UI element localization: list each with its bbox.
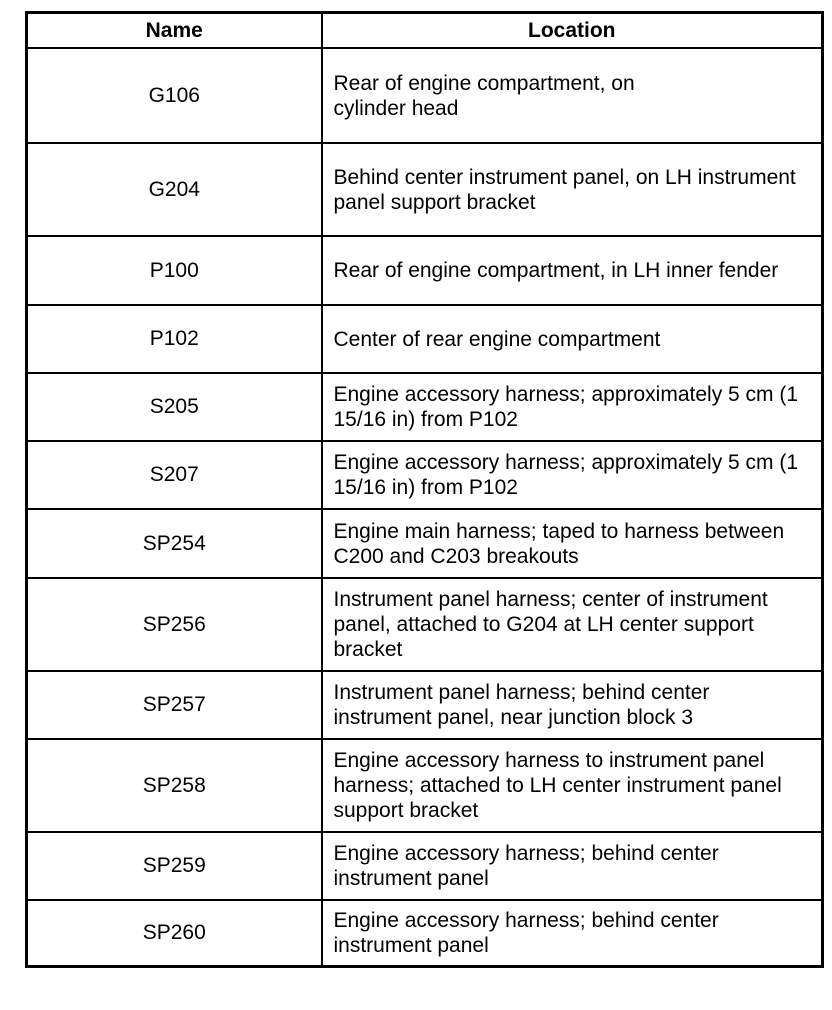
- row-name: SP254: [27, 509, 322, 578]
- row-name: SP256: [27, 578, 322, 671]
- row-name: P100: [27, 236, 322, 305]
- table-row: [27, 739, 823, 832]
- row-name: S207: [27, 441, 322, 509]
- row-name: SP259: [27, 832, 322, 900]
- row-location: Center of rear engine compartment: [322, 305, 823, 373]
- row-location: Engine accessory harness; behind center instrument panel: [322, 832, 823, 900]
- row-name: SP258: [27, 739, 322, 832]
- row-location: Instrument panel harness; behind center instrument panel, near junction block 3: [322, 671, 823, 739]
- row-location: Engine accessory harness; approximately 5 cm (1 15/16 in) from P102: [322, 373, 823, 441]
- row-location: Rear of engine compartment, on cylinder head: [322, 48, 823, 143]
- table-row: [27, 373, 823, 441]
- name-column-header: Name: [27, 13, 322, 49]
- row-name: SP260: [27, 900, 322, 966]
- table-row: [27, 832, 823, 900]
- row-location: Rear of engine compartment, in LH inner fender: [322, 236, 823, 305]
- row-name: P102: [27, 305, 322, 373]
- table-row: [27, 578, 823, 671]
- row-location: Engine accessory harness; approximately 5 cm (1 15/16 in) from P102: [322, 441, 823, 509]
- table-row: [27, 900, 823, 966]
- row-location: Engine accessory harness to instrument panel harness; attached to LH center instrument panel support bracket: [322, 739, 823, 832]
- table-row: [27, 509, 823, 578]
- table-row: [27, 671, 823, 739]
- row-location: Behind center instrument panel, on LH instrument panel support bracket: [322, 143, 823, 236]
- row-name: SP257: [27, 671, 322, 739]
- table-row: [27, 48, 823, 143]
- table-row: [27, 143, 823, 236]
- table-row: [27, 305, 823, 373]
- row-name: S205: [27, 373, 322, 441]
- row-location: Engine main harness; taped to harness between C200 and C203 breakouts: [322, 509, 823, 578]
- row-name: G204: [27, 143, 322, 236]
- header-row: [27, 13, 823, 49]
- table-row: [27, 441, 823, 509]
- row-location: Instrument panel harness; center of instrument panel, attached to G204 at LH center support bracket: [322, 578, 823, 671]
- location-table: [25, 11, 824, 968]
- location-column-header: Location: [322, 13, 823, 49]
- row-name: G106: [27, 48, 322, 143]
- row-location: Engine accessory harness; behind center instrument panel: [322, 900, 823, 966]
- table-row: [27, 236, 823, 305]
